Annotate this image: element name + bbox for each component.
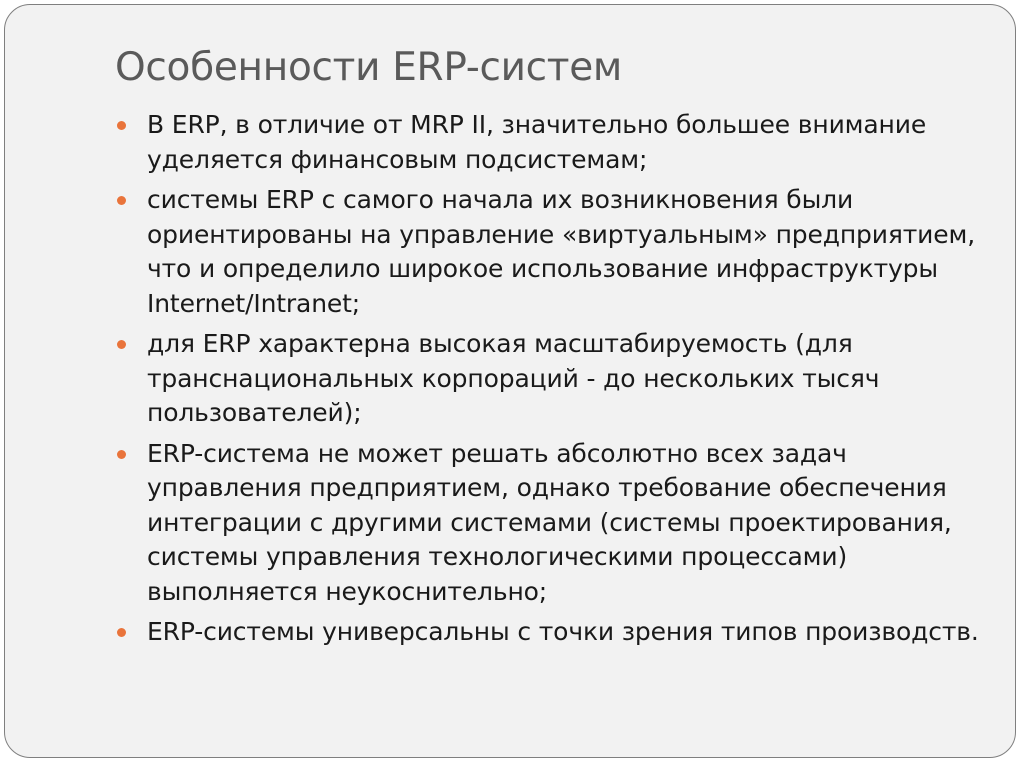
bullet-text: ERP-системы универсальны с точки зрения типов производств.: [147, 617, 979, 646]
bullet-item: [109, 183, 979, 321]
bullet-item: [109, 615, 979, 650]
bullet-dot-icon: [117, 450, 126, 459]
bullet-dot-icon: [117, 196, 126, 205]
slide-title: Особенности ERP-систем: [115, 45, 623, 90]
bullet-text: системы ERP с самого начала их возникновения были ориентированы на управление «виртуальным» предприятием, что и определило широкое использование инфраструктуры Internet/Intranet;: [147, 185, 976, 318]
bullet-list: [109, 108, 979, 656]
slide: [4, 4, 1016, 758]
bullet-item: [109, 108, 979, 177]
bullet-text: В ERP, в отличие от MRP II, значительно большее внимание уделяется финансовым подсистемам;: [147, 110, 927, 174]
bullet-dot-icon: [117, 340, 126, 349]
bullet-text: ERP-система не может решать абсолютно всех задач управления предприятием, однако требование обеспечения интеграции с другими системами (системы проектирования, системы управления технологическими процессами) выполняется неукоснительно;: [147, 438, 952, 606]
bullet-item: [109, 437, 979, 610]
bullet-text: для ERP характерна высокая масштабируемость (для транснациональных корпораций - до нескольких тысяч пользователей);: [147, 329, 880, 427]
bullet-dot-icon: [117, 628, 126, 637]
bullet-item: [109, 327, 979, 431]
bullet-dot-icon: [117, 121, 126, 130]
